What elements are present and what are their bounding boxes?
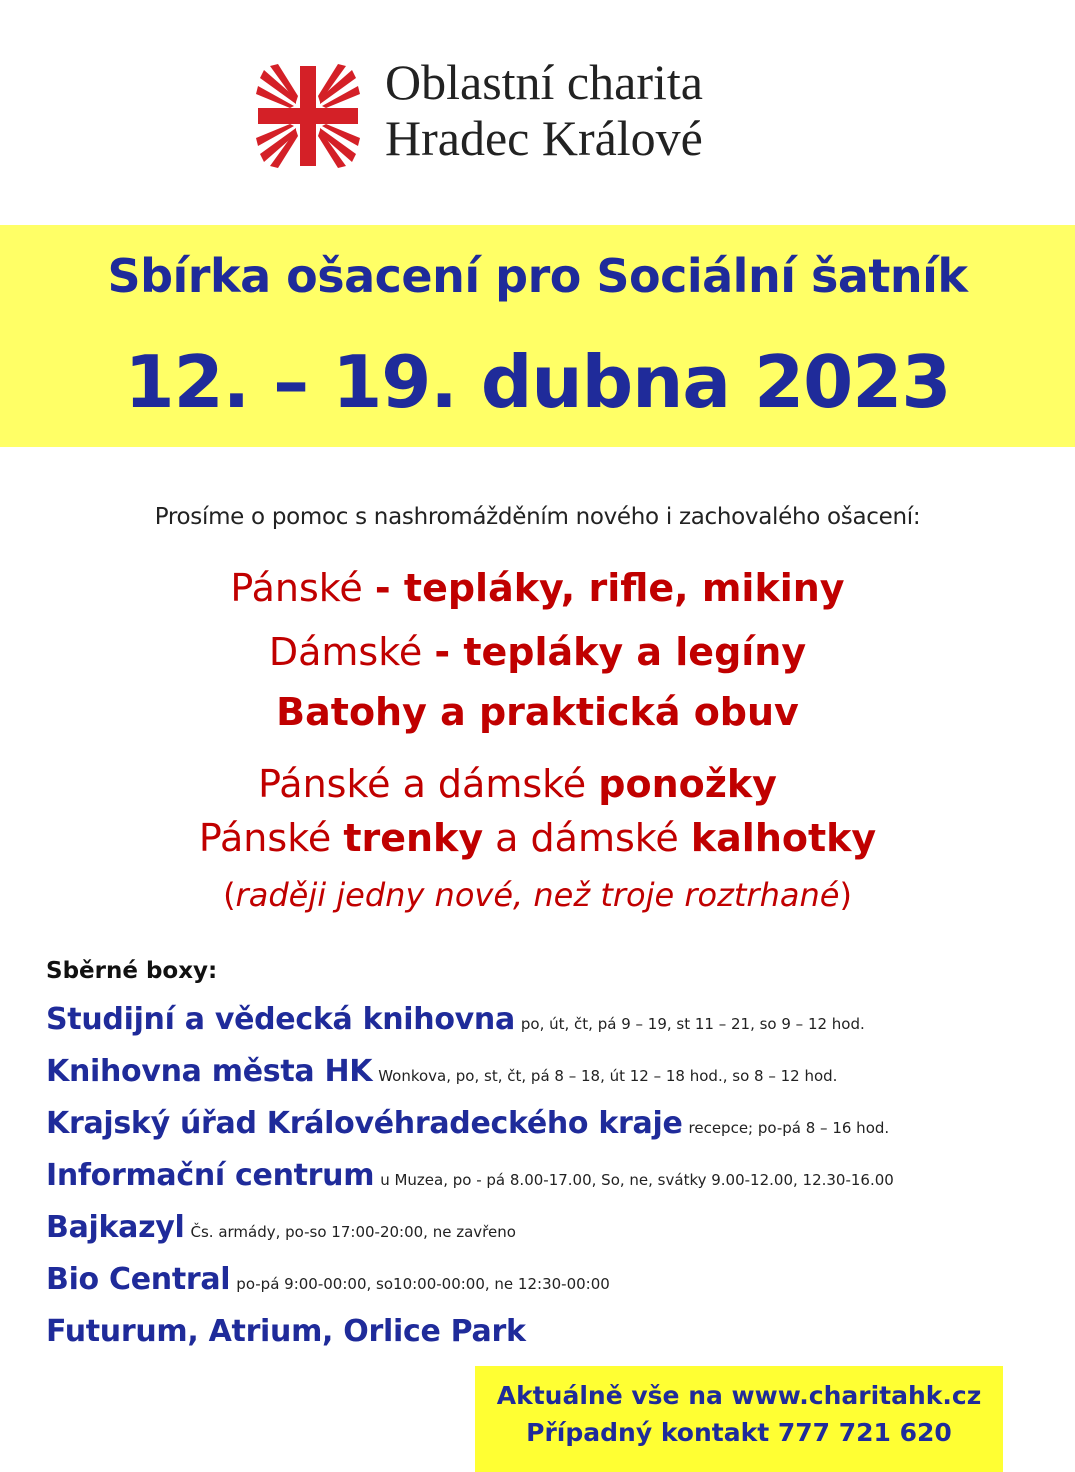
box-row [46, 1158, 1046, 1210]
box-name: Krajský úřad Královéhradeckého kraje [46, 1106, 683, 1141]
item-womens-list: - tepláky a legíny [434, 630, 807, 674]
banner-title: Sbírka ošacení pro Sociální šatník [107, 249, 968, 303]
item-socks-label: Pánské a dámské [258, 762, 599, 806]
logo-line-2: Hradec Králové [385, 110, 703, 166]
item-underwear-text-1: Pánské [198, 816, 344, 860]
box-info: u Muzea, po - pá 8.00-17.00, So, ne, svátky 9.00-12.00, 12.30-16.00 [380, 1171, 894, 1189]
logo [250, 54, 850, 174]
box-info: Čs. armády, po-so 17:00-20:00, ne zavřeno [190, 1223, 516, 1241]
box-row [46, 1314, 1046, 1366]
banner-date: 12. – 19. dubna 2023 [124, 340, 951, 424]
footer-phone: Případný kontakt 777 721 620 [526, 1418, 952, 1447]
item-note-text: raději jedny nové, než troje roztrhané [235, 876, 840, 914]
item-underwear-text-2: a dámské [483, 816, 691, 860]
box-list [46, 1002, 1046, 1366]
logo-line-1: Oblastní charita [385, 54, 703, 110]
box-row [46, 1002, 1046, 1054]
box-row [46, 1262, 1046, 1314]
box-name: Bio Central [46, 1262, 231, 1297]
caritas-cross-icon [250, 58, 366, 174]
item-mens-list: - tepláky, rifle, mikiny [374, 566, 845, 610]
item-underwear-bold-2: kalhotky [690, 816, 877, 860]
item-socks-bold: ponožky [598, 762, 777, 806]
box-name: Studijní a vědecká knihovna [46, 1002, 515, 1037]
item-mens [0, 566, 1075, 610]
box-name: Futurum, Atrium, Orlice Park [46, 1314, 526, 1349]
item-womens-label: Dámské [268, 630, 435, 674]
title-banner [0, 225, 1075, 447]
intro-text: Prosíme o pomoc s nashromážděním nového i zachovalého ošacení: [154, 504, 921, 530]
box-name: Bajkazyl [46, 1210, 185, 1245]
box-name: Informační centrum [46, 1158, 375, 1193]
boxes-heading: Sběrné boxy: [46, 958, 218, 984]
footer-website: Aktuálně vše na www.charitahk.cz [496, 1381, 982, 1410]
logo-text [385, 54, 703, 166]
item-womens [0, 630, 1075, 674]
box-row [46, 1054, 1046, 1106]
box-info: recepce; po-pá 8 – 16 hod. [688, 1119, 890, 1137]
box-row [46, 1210, 1046, 1262]
box-info: Wonkova, po, st, čt, pá 8 – 18, út 12 – 18 hod., so 8 – 12 hod. [378, 1067, 838, 1085]
item-bags-shoes: Batohy a praktická obuv [276, 690, 799, 734]
contact-footer [475, 1366, 1003, 1472]
item-note-close: ) [839, 876, 852, 914]
box-info: po-pá 9:00-00:00, so10:00-00:00, ne 12:30-00:00 [236, 1275, 610, 1293]
item-mens-label: Pánské [230, 566, 375, 610]
item-underwear-bold-1: trenky [343, 816, 484, 860]
item-note-open: ( [223, 876, 236, 914]
box-name: Knihovna města HK [46, 1054, 373, 1089]
item-socks [0, 762, 1075, 806]
box-info: po, út, čt, pá 9 – 19, st 11 – 21, so 9 – 12 hod. [520, 1015, 865, 1033]
box-row [46, 1106, 1046, 1158]
item-underwear [0, 816, 1075, 860]
item-note [0, 876, 1075, 914]
